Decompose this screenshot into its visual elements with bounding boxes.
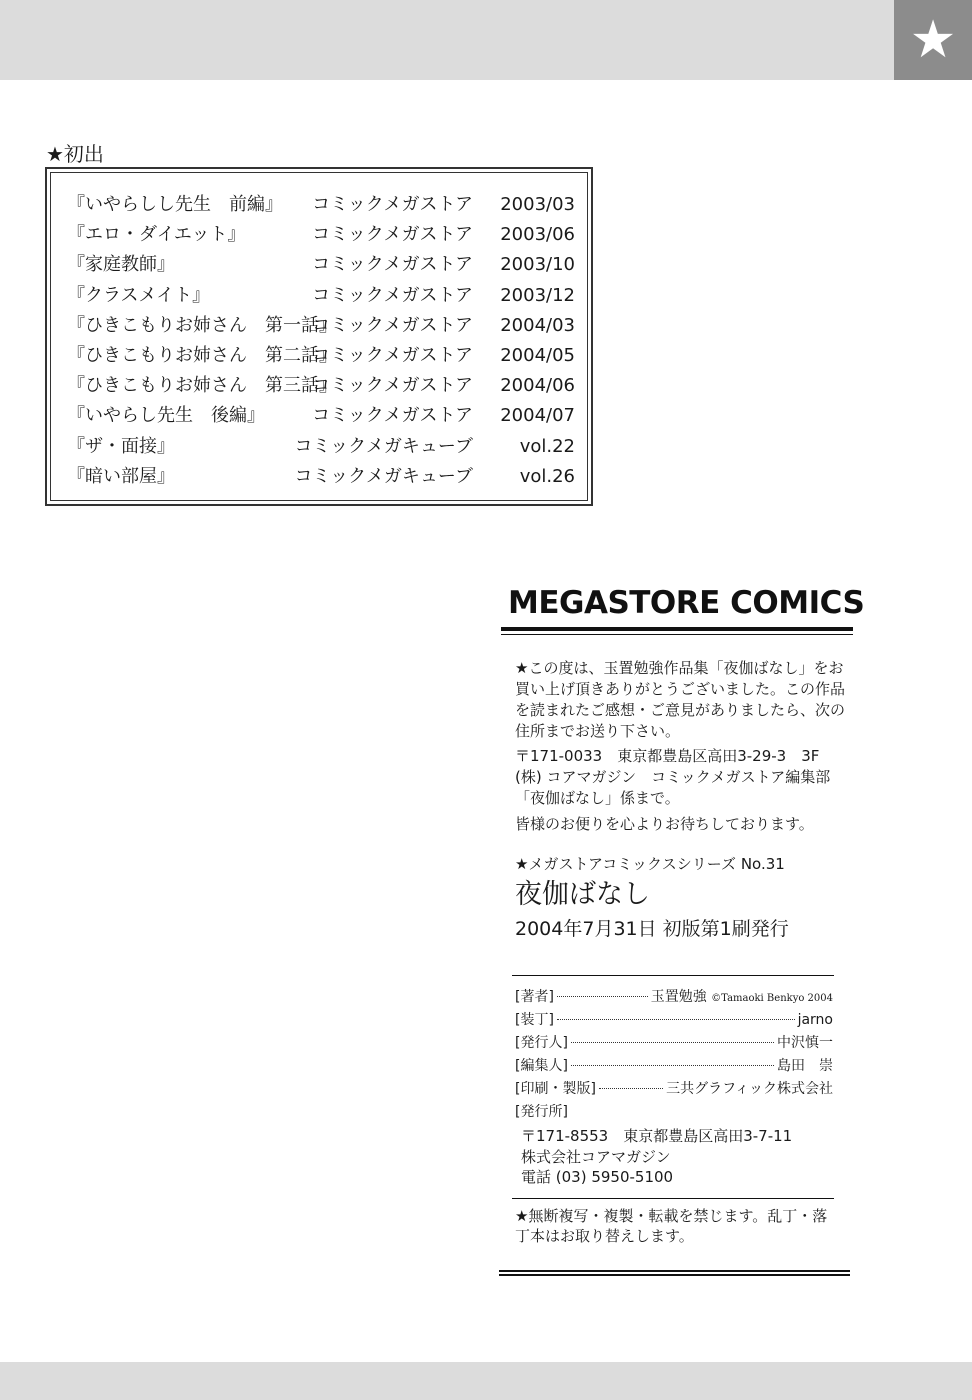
publisher-address: 〒171-8553 東京都豊島区高田3-7-11	[521, 1127, 793, 1145]
credit-row	[515, 1078, 833, 1101]
publisher-label: [発行所]	[515, 1104, 568, 1120]
publication-magazine: コミックメガストア	[312, 405, 473, 427]
series-line: ★メガストアコミックスシリーズ No.31	[515, 855, 785, 873]
publication-date: 2003/03	[500, 194, 575, 215]
notice-message: ★この度は、玉置勉強作品集「夜伽ばなし」をお買い上げ頂きありがとうございました。この作品を読まれたご感想・ご意見がありましたら、次の住所までお送り下さい。	[515, 659, 846, 740]
publication-date: 2004/03	[500, 314, 575, 336]
brand-rule	[501, 627, 853, 631]
leader-dots	[599, 1088, 663, 1089]
publication-row	[67, 371, 575, 401]
leader-dots	[571, 1042, 774, 1043]
edition-date: 2004年7月31日 初版第1刷発行	[515, 918, 789, 940]
corner-star-icon: ★	[894, 0, 972, 80]
credits-rule	[512, 975, 834, 976]
credits-block	[515, 986, 833, 1124]
publication-date: vol.26	[519, 465, 575, 487]
publication-magazine: コミックメガストア	[312, 314, 473, 336]
credit-value: 三共グラフィック株式会社	[666, 1081, 833, 1097]
publication-magazine: コミックメガストア	[312, 254, 473, 276]
leader-dots	[571, 1065, 774, 1066]
publication-title: 『ザ・面接』	[67, 435, 175, 457]
credit-label: [著者]	[515, 989, 554, 1005]
publication-title: 『クラスメイト』	[67, 284, 211, 306]
notice-address-line-2: (株) コアマガジン コミックメガストア編集部	[515, 768, 831, 786]
publication-title: 『ひきこもりお姉さん 第三話』	[67, 375, 337, 397]
publication-date: 2003/12	[500, 284, 575, 306]
credit-row	[515, 1032, 833, 1055]
credit-row	[515, 986, 833, 1009]
book-title: 夜伽ばなし	[515, 879, 650, 910]
reader-notice	[515, 658, 845, 742]
credit-value: 中沢慎一	[777, 1035, 833, 1051]
publisher-company: 株式会社コアマガジン	[521, 1147, 671, 1166]
publication-date: 2003/06	[500, 224, 575, 246]
credit-label: [編集人]	[515, 1058, 568, 1074]
publication-date: 2004/06	[500, 375, 575, 397]
notice-address-line-3: 「夜伽ばなし」係まで。	[515, 789, 680, 807]
publication-title: 『いやらしし先生 前編』	[67, 194, 283, 215]
credit-label: [発行人]	[515, 1035, 568, 1051]
reproduction-notice: ★無断複写・複製・転載を禁じます。乱丁・落丁本はお取り替えします。	[515, 1207, 828, 1245]
publication-title: 『ひきこもりお姉さん 第一話』	[67, 314, 337, 336]
bottom-rule-lower	[499, 1274, 850, 1276]
credit-label: [印刷・製版]	[515, 1081, 596, 1097]
publication-magazine: コミックメガストア	[312, 375, 473, 397]
credit-value: 玉置勉強 ©Tamaoki Benkyo 2004	[650, 989, 833, 1005]
publication-date: 2004/05	[500, 345, 575, 366]
credit-value: jarno	[797, 1012, 833, 1028]
publication-magazine: コミックメガキューブ	[294, 465, 473, 487]
publication-row	[67, 432, 575, 462]
publisher-details	[521, 1126, 792, 1188]
publication-row	[67, 220, 575, 250]
publication-title: 『家庭教師』	[67, 254, 175, 276]
notice-rule	[512, 1198, 834, 1199]
leader-dots	[557, 1019, 795, 1020]
credit-row	[515, 1055, 833, 1078]
brand-rule-thin	[501, 634, 853, 635]
notice-closing: 皆様のお便りを心よりお待ちしております。	[515, 815, 814, 833]
publication-magazine: コミックメガストア	[312, 345, 473, 366]
publication-row	[67, 341, 575, 371]
bottom-gray-band	[0, 1362, 972, 1400]
publication-row	[67, 250, 575, 280]
publisher-label-row	[515, 1101, 833, 1124]
publication-date: 2003/10	[500, 254, 575, 276]
publication-title: 『ひきこもりお姉さん 第二話』	[67, 345, 337, 366]
first-publication-list	[45, 167, 593, 506]
publisher-phone: 電話 (03) 5950-5100	[521, 1168, 674, 1186]
publication-title: 『いやらし先生 後編』	[67, 405, 265, 427]
publication-magazine: コミックメガストア	[312, 194, 473, 215]
publication-row	[67, 281, 575, 311]
publication-magazine: コミックメガストア	[312, 224, 473, 246]
first-publication-heading: ★初出	[46, 142, 104, 166]
publication-title: 『エロ・ダイエット』	[67, 224, 246, 246]
brand-logo: MEGASTORE COMICS	[508, 585, 865, 621]
publication-row	[67, 401, 575, 431]
top-gray-band	[0, 0, 894, 80]
credit-label: [装丁]	[515, 1012, 554, 1028]
publication-title: 『暗い部屋』	[67, 465, 175, 487]
publication-row	[67, 462, 575, 492]
copyright-note: ©Tamaoki Benkyo 2004	[711, 993, 833, 1004]
publication-date: vol.22	[519, 435, 575, 457]
publication-row	[67, 190, 575, 220]
publication-magazine: コミックメガキューブ	[294, 435, 473, 457]
publication-row	[67, 311, 575, 341]
leader-dots	[557, 996, 648, 997]
credit-value: 島田 崇	[777, 1058, 833, 1074]
bottom-rule	[499, 1270, 850, 1272]
credit-row	[515, 1009, 833, 1032]
publication-date: 2004/07	[500, 405, 575, 427]
notice-address-line-1: 〒171-0033 東京都豊島区高田3-29-3 3F	[515, 747, 820, 765]
publication-magazine: コミックメガストア	[312, 284, 473, 306]
